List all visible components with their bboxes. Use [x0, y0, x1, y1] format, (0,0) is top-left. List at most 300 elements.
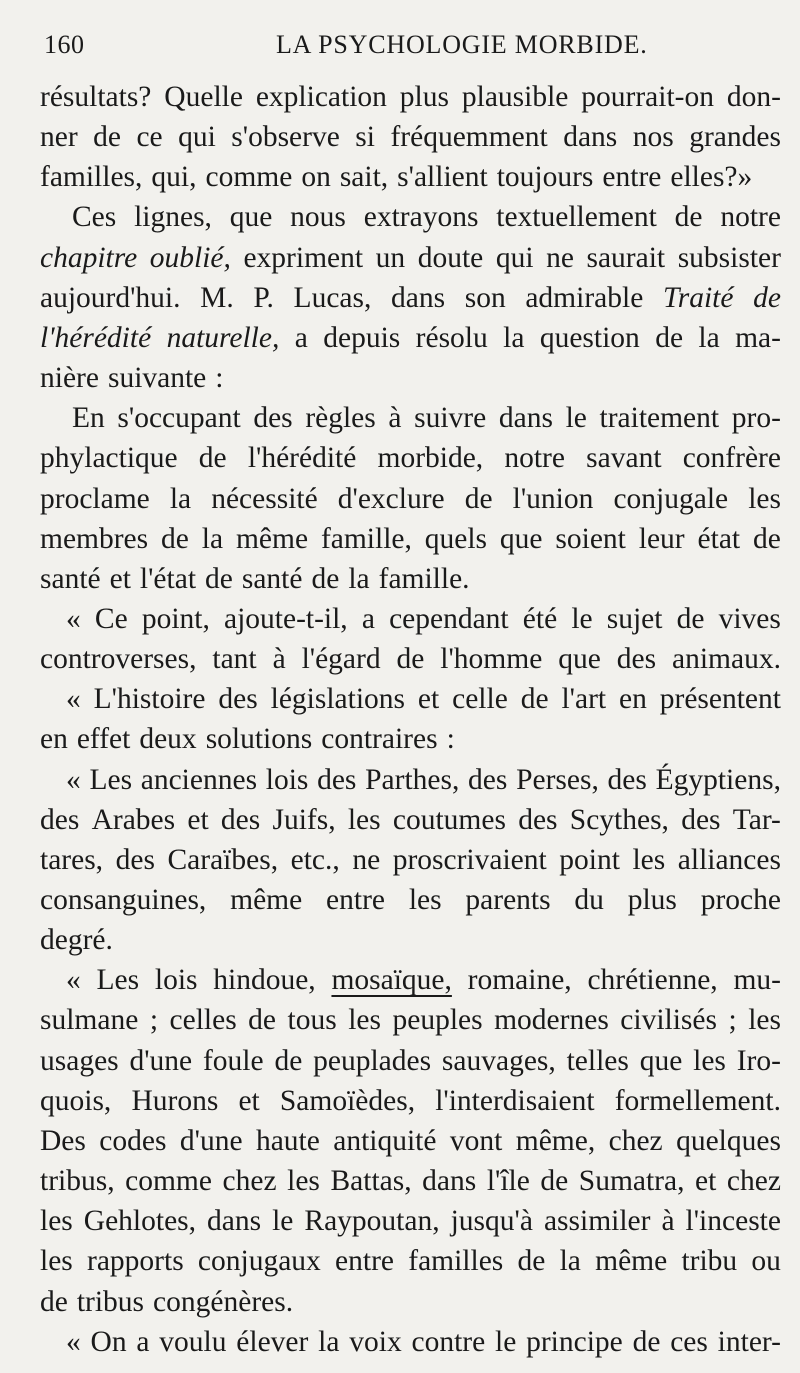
word: les: [347, 803, 381, 836]
text-line: [40, 1201, 781, 1242]
word: a: [294, 321, 308, 354]
word: expriment: [243, 241, 364, 274]
word: d'une: [129, 1044, 193, 1077]
word: de: [93, 121, 121, 154]
word: les: [632, 843, 666, 876]
word: de: [40, 1285, 68, 1318]
text-line: [40, 1161, 781, 1202]
word: de: [274, 1044, 303, 1077]
word: principe: [526, 1325, 623, 1358]
word: les: [408, 884, 442, 916]
word: jusqu'à: [450, 1205, 533, 1238]
word: que: [229, 201, 273, 234]
word: les: [348, 1004, 381, 1037]
word: alliances: [677, 843, 781, 876]
word: membres: [40, 522, 149, 555]
word: les: [748, 1004, 781, 1037]
word: de: [517, 1245, 546, 1278]
word: parents: [465, 884, 551, 916]
word: telles: [566, 1044, 629, 1077]
word: l'art: [561, 683, 607, 716]
word: proscrivaient: [392, 843, 547, 876]
italic-word: oublié,: [149, 241, 231, 274]
word: dans: [563, 121, 618, 154]
word: des: [468, 763, 508, 796]
word: d'une: [179, 1124, 243, 1157]
word: les: [748, 482, 781, 515]
word: ;: [728, 1004, 737, 1037]
text-line: [40, 760, 781, 801]
word: la: [503, 321, 525, 354]
word: à: [388, 402, 402, 435]
word: phylactique: [40, 442, 178, 475]
word: tribus,: [40, 1165, 115, 1198]
word: le: [495, 1325, 517, 1358]
word: de: [311, 562, 340, 595]
word: l'hérédité: [247, 442, 357, 475]
word: Raypoutan,: [304, 1205, 440, 1238]
word: la: [318, 1325, 340, 1358]
word: Perses,: [516, 763, 599, 796]
word: hindoue,: [213, 964, 316, 997]
word: et: [187, 803, 209, 836]
word: de: [248, 1004, 277, 1037]
word: les: [693, 1044, 726, 1077]
word: Arabes: [91, 803, 176, 836]
word: suivante: [107, 362, 207, 395]
word: vives: [718, 602, 781, 635]
word: élever: [236, 1325, 309, 1358]
word: depuis: [323, 321, 401, 354]
word: sait,: [339, 161, 389, 194]
word: l'inceste: [685, 1205, 781, 1238]
text-line: [40, 398, 781, 439]
word: conjugaux: [197, 1245, 321, 1278]
word: confrère: [682, 442, 781, 475]
word: a: [361, 602, 375, 635]
word: si: [355, 121, 375, 154]
word: conjugale: [613, 482, 729, 515]
word: peuplades: [313, 1044, 432, 1077]
word: la: [698, 321, 720, 354]
running-header: [44, 30, 770, 70]
word: législations: [270, 683, 406, 716]
italic-word: l'hérédité: [40, 321, 152, 354]
word: Lucas,: [293, 281, 372, 314]
word: familles,: [40, 161, 143, 194]
text-line: [40, 800, 781, 841]
word: «: [66, 683, 81, 716]
word: de: [540, 1165, 569, 1198]
word: qui: [178, 121, 216, 154]
word: voulu: [159, 1325, 227, 1358]
word: don-: [726, 81, 781, 113]
word: animaux.: [671, 643, 781, 676]
text-line: [40, 77, 781, 118]
word: que: [639, 1044, 683, 1077]
word: de: [396, 643, 425, 676]
word: un: [375, 241, 406, 274]
word: comme: [125, 1165, 212, 1198]
word: des: [607, 763, 647, 796]
word: l'homme: [440, 643, 543, 676]
word: de: [520, 683, 549, 716]
word: de: [161, 522, 189, 555]
word: etc.,: [290, 843, 340, 876]
word: anciennes: [140, 763, 258, 796]
text-line: [40, 920, 781, 961]
word: leur: [638, 522, 685, 555]
word: nécessité: [211, 482, 318, 515]
word: usages: [40, 1044, 119, 1077]
word: :: [446, 723, 455, 756]
word: civilisés: [620, 1004, 717, 1037]
word: P.: [253, 281, 274, 314]
word: quels: [424, 522, 488, 555]
word: plus: [399, 81, 449, 113]
word: ;: [149, 1004, 159, 1037]
text-line: [40, 840, 781, 881]
word: qui: [495, 241, 534, 274]
word: les: [40, 1245, 73, 1278]
word: résolu: [415, 321, 488, 354]
word: ne: [352, 843, 381, 876]
word: dans: [391, 281, 446, 314]
word: rapports: [87, 1245, 184, 1278]
word: cependant: [389, 602, 509, 635]
word: formellement.: [614, 1084, 781, 1117]
word: de: [655, 321, 684, 354]
word: de: [753, 522, 781, 555]
word: de: [464, 482, 493, 515]
italic-word: Traité: [662, 281, 734, 314]
page-number: 160: [44, 30, 85, 59]
word: la: [201, 522, 224, 555]
text-line: [40, 479, 781, 520]
text-line: [40, 880, 781, 921]
word: grandes: [689, 121, 781, 154]
word: dans: [498, 402, 553, 435]
word: soient: [555, 522, 626, 555]
word: des: [518, 803, 558, 836]
word: la: [348, 562, 370, 595]
word: son: [464, 281, 506, 314]
word: tant: [212, 643, 257, 676]
word: antiquité: [333, 1124, 437, 1157]
underlined-word: mosaïque,: [331, 964, 452, 997]
word: nous: [290, 201, 346, 234]
word: traitement: [599, 402, 720, 435]
italic-word: chapitre: [40, 241, 138, 274]
word: En: [72, 402, 105, 435]
word: deux: [139, 723, 197, 756]
word: et: [417, 683, 440, 716]
word: sulmane: [40, 1004, 139, 1037]
word: Tar-: [732, 803, 781, 836]
word: extrayons: [363, 201, 479, 234]
word: toujours: [496, 161, 594, 194]
word: tares,: [40, 843, 104, 876]
word: l'interdisaient: [435, 1084, 595, 1117]
word: point,: [141, 602, 210, 635]
word: la: [169, 482, 192, 515]
word: des: [220, 803, 261, 836]
word: romaine,: [467, 964, 572, 997]
word: lois: [154, 964, 198, 997]
word: s'occupant: [117, 402, 241, 435]
word: notre: [720, 201, 781, 234]
word: les: [287, 1165, 320, 1198]
text-line: [40, 960, 781, 1001]
word: Juifs,: [272, 803, 336, 836]
word: des: [218, 683, 258, 716]
word: M.: [200, 281, 234, 314]
word: chez: [608, 1124, 663, 1157]
word: effet: [76, 723, 131, 756]
text-line: [40, 318, 781, 359]
word: même: [230, 884, 303, 916]
word: foule: [202, 1044, 264, 1077]
word: à: [272, 643, 286, 676]
word: résultats?: [40, 81, 152, 113]
word: s'observe: [231, 121, 340, 154]
word: Hurons: [131, 1084, 219, 1117]
word: état: [697, 522, 741, 555]
word: tous: [287, 1004, 337, 1037]
word: même: [595, 1245, 668, 1278]
word: Scythes,: [569, 803, 669, 836]
text-line: [40, 238, 781, 279]
word: congénères.: [153, 1285, 294, 1318]
word: haute: [255, 1124, 320, 1157]
word: les: [40, 1205, 73, 1238]
italic-word: naturelle,: [166, 321, 280, 354]
word: a: [136, 1325, 150, 1358]
word: en: [40, 723, 68, 756]
word: entre: [602, 161, 662, 194]
word: entre: [326, 884, 385, 916]
word: ce: [136, 121, 163, 154]
word: des: [317, 763, 357, 796]
text-line: [40, 719, 781, 760]
word: Battas,: [330, 1165, 412, 1198]
word: plus: [627, 884, 677, 916]
word: ces: [670, 1325, 708, 1358]
text-line: [40, 358, 781, 399]
word: tribu: [681, 1245, 738, 1278]
word: quois,: [40, 1084, 112, 1117]
word: On: [90, 1325, 127, 1358]
word: et: [695, 1165, 717, 1198]
word: présentent: [659, 683, 781, 716]
word: doute: [417, 241, 484, 274]
word: modernes: [494, 1004, 609, 1037]
italic-word: de: [753, 281, 781, 314]
word: «: [66, 602, 81, 635]
text-line: [40, 1000, 781, 1041]
word: qui,: [151, 161, 197, 194]
word: Égyptiens,: [655, 763, 781, 796]
word: Samoïèdes,: [279, 1084, 416, 1117]
word: la: [559, 1245, 581, 1278]
text-line: [40, 1322, 781, 1363]
word: le: [571, 602, 593, 635]
word: savant: [586, 442, 662, 475]
word: degré.: [40, 924, 113, 957]
word: textuellement: [496, 201, 657, 234]
text-line: [40, 117, 781, 158]
word: pro-: [731, 402, 781, 435]
text-line: [40, 599, 781, 640]
word: ne: [546, 241, 574, 274]
word: des: [616, 643, 657, 676]
word: même: [235, 522, 309, 555]
word: l'égard: [301, 643, 381, 676]
word: solutions: [205, 723, 313, 756]
word: controverses,: [40, 643, 197, 676]
word: nos: [632, 121, 674, 154]
word: sauvages,: [441, 1044, 556, 1077]
word: de: [674, 201, 703, 234]
word: Des: [40, 1124, 86, 1157]
word: santé: [40, 562, 101, 595]
word: contre: [411, 1325, 486, 1358]
word: Caraïbes,: [167, 843, 279, 876]
word: quelques: [676, 1124, 781, 1157]
word: d'exclure: [337, 482, 445, 515]
word: comme: [205, 161, 293, 194]
text-line: [40, 278, 781, 319]
word: consanguines,: [40, 884, 207, 916]
word: de: [198, 442, 227, 475]
word: dans: [207, 1205, 262, 1238]
word: à: [661, 1205, 675, 1238]
text-line: [40, 1041, 781, 1082]
word: de: [205, 562, 233, 595]
word: chez: [222, 1165, 277, 1198]
word: inter-: [717, 1325, 781, 1358]
word: celle: [452, 683, 508, 716]
word: ajoute-t-il,: [223, 602, 348, 635]
word: lois: [265, 763, 309, 796]
word: L'histoire: [93, 683, 206, 716]
word: en: [619, 683, 647, 716]
word: nière: [40, 362, 99, 395]
word: et: [109, 562, 131, 595]
word: :: [215, 362, 224, 395]
word: Les: [96, 964, 140, 997]
word: règles: [305, 402, 376, 435]
word: de: [676, 602, 705, 635]
word: s'allient: [397, 161, 488, 194]
word: des: [115, 843, 155, 876]
text-line: [40, 559, 781, 600]
word: celles: [169, 1004, 237, 1037]
word: tribus: [76, 1285, 145, 1318]
word: lignes,: [134, 201, 212, 234]
word: coutumes: [392, 803, 506, 836]
word: ma-: [735, 321, 781, 354]
word: contraires: [321, 723, 438, 756]
text-line: [40, 1282, 781, 1323]
word: notre: [504, 442, 565, 475]
word: voix: [349, 1325, 402, 1358]
running-title: LA PSYCHOLOGIE MORBIDE.: [276, 30, 648, 59]
word: du: [574, 884, 604, 916]
word: fréquemment: [390, 121, 548, 154]
word: l'île: [486, 1165, 530, 1198]
word: question: [539, 321, 640, 354]
word: été: [522, 602, 558, 635]
word: saurait: [586, 241, 666, 274]
word: et: [238, 1084, 260, 1117]
word: ou: [751, 1245, 781, 1278]
word: mu-: [733, 964, 781, 997]
word: le: [565, 402, 587, 435]
word: vont: [449, 1124, 503, 1157]
word: des: [253, 402, 293, 435]
text-line: [40, 438, 781, 479]
word: proche: [700, 884, 781, 916]
word: des: [40, 803, 80, 836]
word: Gehlotes,: [83, 1205, 197, 1238]
word: codes: [99, 1124, 167, 1157]
word: «: [66, 763, 81, 796]
word: peuples: [392, 1004, 483, 1037]
word: elles?»: [670, 161, 753, 194]
word: admirable: [525, 281, 644, 314]
word: même,: [515, 1124, 596, 1157]
word: Quelle: [164, 81, 243, 113]
word: famille,: [320, 522, 412, 555]
word: plausible: [461, 81, 569, 113]
text-line: [40, 1241, 781, 1282]
word: le: [272, 1205, 294, 1238]
word: proclame: [40, 482, 150, 515]
word: «: [66, 1325, 81, 1358]
word: suivre: [414, 402, 487, 435]
word: chez: [726, 1165, 781, 1198]
text-line: [40, 639, 781, 680]
word: «: [66, 964, 81, 997]
text-line: [40, 197, 781, 238]
word: ner: [40, 121, 78, 154]
word: entre: [335, 1245, 395, 1278]
text-line: [40, 157, 781, 198]
word: que: [499, 522, 543, 555]
word: explication: [255, 81, 387, 113]
word: des: [681, 803, 721, 836]
word: Sumatra,: [578, 1165, 685, 1198]
word: subsister: [677, 241, 781, 274]
word: pourrait-on: [581, 81, 714, 113]
word: santé: [241, 562, 303, 595]
text-line: [40, 1081, 781, 1122]
text-line: [40, 519, 781, 560]
word: point: [559, 843, 620, 876]
word: morbide,: [377, 442, 484, 475]
word: on: [301, 161, 331, 194]
word: assimiler: [543, 1205, 651, 1238]
word: Ces: [72, 201, 117, 234]
word: l'état: [139, 562, 197, 595]
word: famille.: [378, 562, 470, 595]
word: dans: [422, 1165, 477, 1198]
text-line: [40, 679, 781, 720]
text-line: [40, 1121, 781, 1162]
word: Ce: [94, 602, 128, 635]
word: familles: [408, 1245, 504, 1278]
